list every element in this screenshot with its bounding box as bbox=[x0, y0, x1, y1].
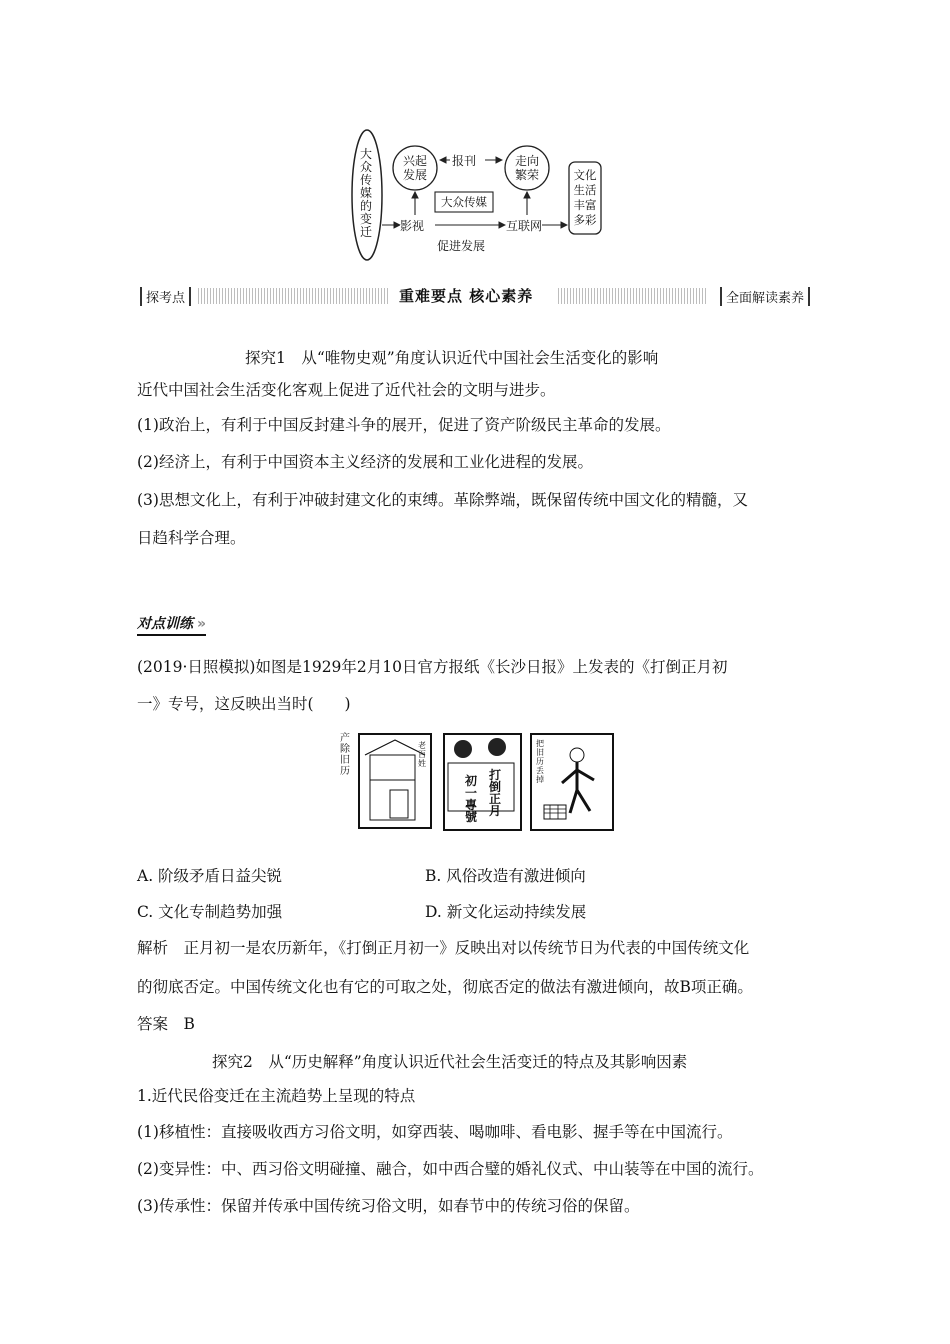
promote-label: 促进发展 bbox=[437, 239, 486, 253]
question-line-2: 一》专号，这反映出当时( ) bbox=[137, 695, 351, 713]
media-diagram bbox=[340, 120, 620, 270]
p2-l-4: 號 bbox=[465, 810, 478, 824]
p2-r-2: 倒 bbox=[489, 780, 502, 794]
flourish-line-2: 繁荣 bbox=[514, 168, 539, 182]
p2-r-3: 正 bbox=[489, 792, 502, 806]
double-chevron-icon: » bbox=[197, 616, 207, 632]
section1-point-1: (1)政治上，有利于中国反封建斗争的展开，促进了资产阶级民主革命的发展。 bbox=[137, 416, 671, 434]
training-label-text: 对点训练 bbox=[137, 616, 193, 632]
p3-4: 丢 bbox=[536, 766, 544, 775]
right-box-text bbox=[569, 168, 601, 228]
right-line-2: 生活 bbox=[573, 183, 597, 197]
section2-point-1: (1)移植性：直接吸收西方习俗文明，如穿西装、喝咖啡、看电影、握手等在中国流行。 bbox=[137, 1123, 733, 1141]
section2-title: 探究2 从“历史解释”角度认识近代社会生活变迁的特点及其影响因素 bbox=[212, 1053, 688, 1071]
section-banner bbox=[140, 285, 810, 307]
section1-title: 探究1 从“唯物史观”角度认识近代中国社会生活变化的影响 bbox=[245, 349, 659, 367]
right-line-1: 文化 bbox=[573, 168, 597, 182]
flourish-node bbox=[508, 154, 546, 182]
rise-line-1: 兴起 bbox=[402, 154, 427, 168]
internet-label: 互联网 bbox=[506, 219, 543, 233]
p3-5: 掉 bbox=[536, 775, 544, 784]
option-b: B. 风俗改造有激进倾向 bbox=[425, 867, 586, 885]
analysis-line-2: 的彻底否定。中国传统文化也有它的可取之处，彻底否定的做法有激进倾向，故B项正确。 bbox=[137, 978, 753, 996]
right-line-3: 丰富 bbox=[573, 198, 597, 212]
cartoon-panel-2 bbox=[443, 733, 522, 831]
answer-line: 答案 B bbox=[137, 1015, 195, 1033]
panel1-caption-1: 老百姓 bbox=[418, 741, 426, 768]
section1-point-3a: (3)思想文化上，有利于冲破封建文化的束缚。革除弊端，既保留传统中国文化的精髓，又 bbox=[137, 491, 748, 509]
center-media-label: 大众传媒 bbox=[441, 195, 487, 209]
flourish-line-1: 走向 bbox=[514, 154, 539, 168]
banner-hatch-left bbox=[198, 288, 388, 304]
p2-l-3: 專 bbox=[465, 798, 478, 812]
panel1-side-text: 产除旧历 bbox=[340, 733, 350, 777]
p2-r-4: 月 bbox=[489, 804, 502, 818]
two-figures-drawing bbox=[445, 735, 520, 829]
banner-hatch-right bbox=[558, 288, 708, 304]
film-label: 影视 bbox=[400, 219, 425, 233]
p3-1: 把 bbox=[536, 739, 544, 748]
question-line-1: (2019·日照模拟)如图是1929年2月10日官方报纸《长沙日报》上发表的《打倒正月初 bbox=[137, 658, 728, 676]
section1-intro: 近代中国社会生活变化客观上促进了近代社会的文明与进步。 bbox=[137, 381, 556, 399]
cartoon-panel-1 bbox=[340, 733, 430, 827]
panel1-frame bbox=[358, 733, 432, 829]
p2-l-2: 一 bbox=[465, 786, 478, 800]
panel3-caption bbox=[536, 739, 546, 784]
rise-node bbox=[396, 154, 434, 182]
p3-3: 历 bbox=[536, 757, 544, 766]
analysis-line-1: 解析 正月初一是农历新年，《打倒正月初一》反映出对以传统节日为代表的中国传统文化 bbox=[137, 939, 750, 957]
option-d: D. 新文化运动持续发展 bbox=[425, 903, 587, 921]
section2-point-3: (3)传承性：保留并传承中国传统习俗文明，如春节中的传统习俗的保留。 bbox=[137, 1197, 640, 1215]
banner-right-label: 全面解读素养 bbox=[720, 287, 810, 306]
right-line-4: 多彩 bbox=[573, 213, 597, 227]
section2-heading: 1.近代民俗变迁在主流趋势上呈现的特点 bbox=[137, 1087, 416, 1105]
cartoon-panel-3 bbox=[530, 733, 614, 831]
training-label bbox=[137, 613, 206, 636]
option-c: C. 文化专制趋势加强 bbox=[137, 903, 283, 921]
left-oval-label: 大众传媒的变迁 bbox=[360, 147, 373, 239]
rise-line-2: 发展 bbox=[402, 168, 427, 182]
panel1-caption bbox=[418, 741, 428, 768]
banner-left-label: 探考点 bbox=[140, 287, 191, 306]
section1-point-3b: 日趋科学合理。 bbox=[137, 529, 246, 547]
p3-2: 旧 bbox=[536, 748, 544, 757]
banner-title: 重难要点 核心素养 bbox=[393, 285, 539, 306]
panel2-right-col bbox=[489, 769, 503, 817]
section1-point-2: (2)经济上，有利于中国资本主义经济的发展和工业化进程的发展。 bbox=[137, 453, 593, 471]
section2-point-2: (2)变异性：中、西习俗文明碰撞、融合，如中西合璧的婚礼仪式、中山装等在中国的流行。 bbox=[137, 1160, 764, 1178]
p2-r-1: 打 bbox=[489, 768, 502, 782]
p2-l-1: 初 bbox=[465, 774, 478, 788]
panel2-left-col bbox=[465, 775, 479, 823]
option-a: A. 阶级矛盾日益尖锐 bbox=[137, 867, 283, 885]
press-label: 报刊 bbox=[452, 154, 477, 168]
